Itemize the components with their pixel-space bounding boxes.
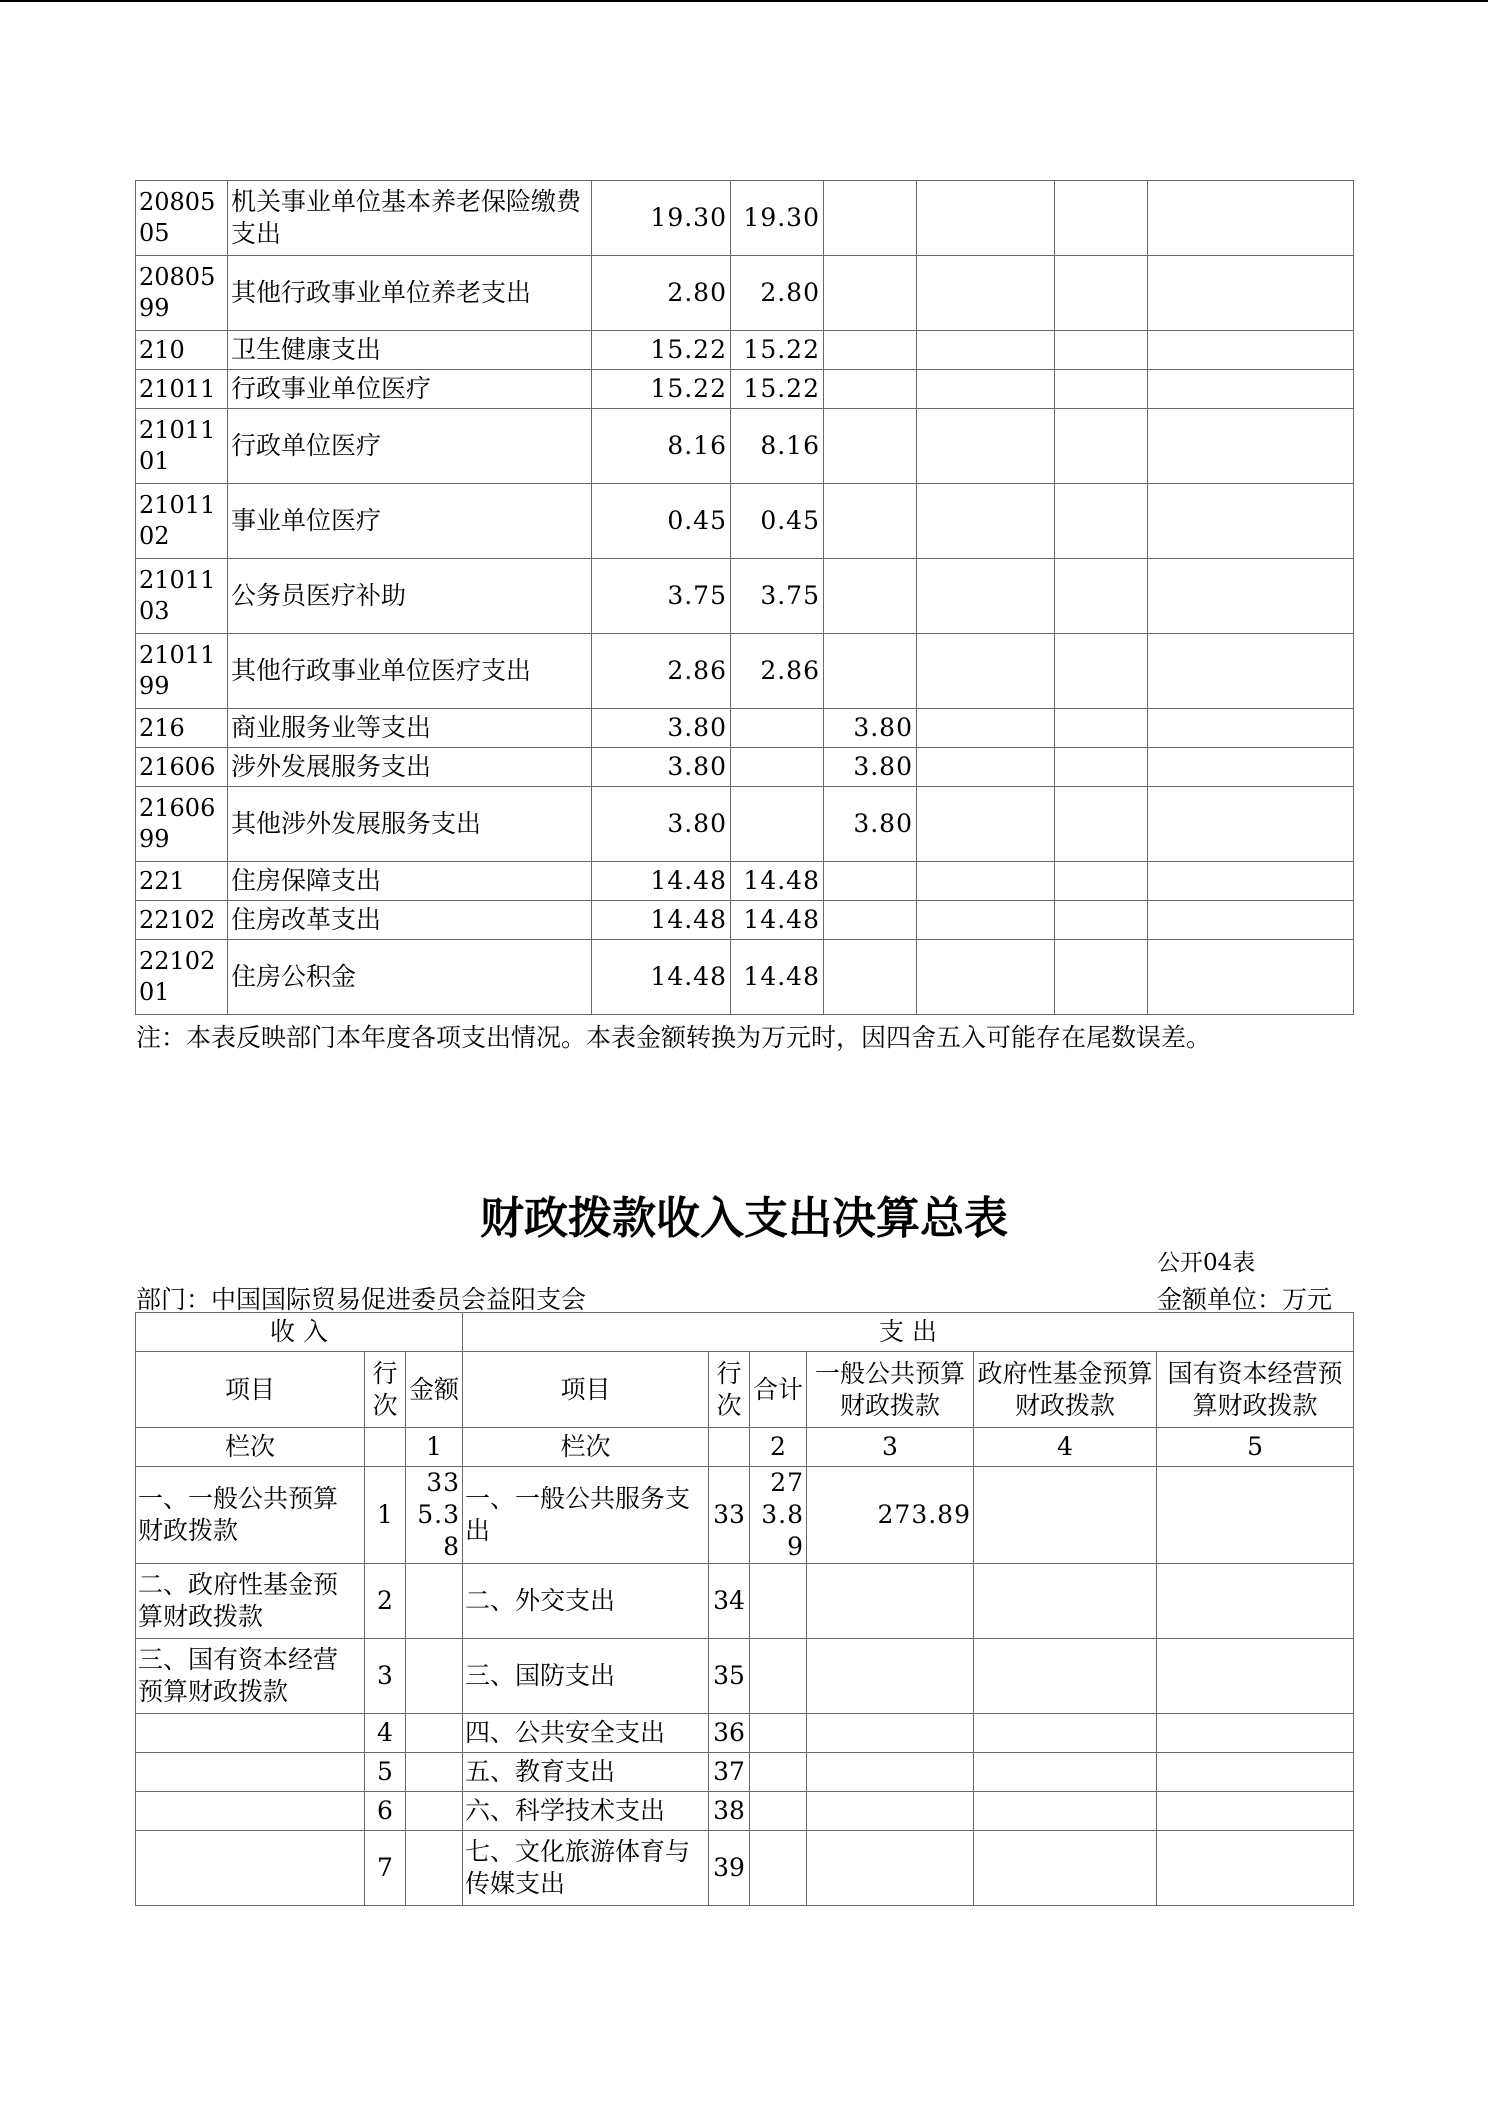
subject-name: 商业服务业等支出 — [228, 709, 592, 748]
empty-cell — [1148, 748, 1354, 787]
expense-item: 五、教育支出 — [463, 1753, 709, 1792]
table-row — [136, 181, 1354, 256]
total-amount: 273.89 — [750, 1467, 807, 1564]
empty-cell — [1148, 940, 1354, 1015]
gov-fund-amount — [974, 1639, 1157, 1714]
subject-code: 210 — [136, 331, 228, 370]
income-amount-header: 金额 — [406, 1352, 463, 1428]
total-amount: 2.80 — [592, 256, 731, 331]
basic-expense: 15.22 — [731, 370, 824, 409]
gov-fund-amount — [974, 1792, 1157, 1831]
table-row — [136, 709, 1354, 748]
subject-name: 机关事业单位基本养老保险缴费支出 — [228, 181, 592, 256]
total-amount: 14.48 — [592, 901, 731, 940]
income-line-no: 7 — [365, 1831, 406, 1906]
empty-cell — [917, 256, 1055, 331]
expense-item: 一、一般公共服务支出 — [463, 1467, 709, 1564]
subject-code: 22102 — [136, 901, 228, 940]
expense-line-no: 37 — [709, 1753, 750, 1792]
income-line-no: 6 — [365, 1792, 406, 1831]
subject-name: 行政单位医疗 — [228, 409, 592, 484]
state-capital-amount — [1157, 1639, 1354, 1714]
project-expense — [824, 901, 917, 940]
basic-expense: 15.22 — [731, 331, 824, 370]
expenditure-detail-table — [135, 180, 1354, 1015]
column-number-row — [136, 1428, 1354, 1467]
empty-cell — [1055, 256, 1148, 331]
expense-item: 三、国防支出 — [463, 1639, 709, 1714]
empty-cell — [1148, 634, 1354, 709]
subject-name: 住房保障支出 — [228, 862, 592, 901]
income-item: 三、国有资本经营预算财政拨款 — [136, 1639, 365, 1714]
empty-cell — [1148, 370, 1354, 409]
income-amount — [406, 1831, 463, 1906]
empty-cell — [1055, 787, 1148, 862]
empty-cell — [917, 940, 1055, 1015]
subject-code: 21606 — [136, 748, 228, 787]
income-item — [136, 1714, 365, 1753]
amount-unit-label: 金额单位：万元 — [1157, 1285, 1333, 1314]
empty-cell — [1055, 901, 1148, 940]
total-amount: 3.80 — [592, 709, 731, 748]
state-capital-amount — [1157, 1714, 1354, 1753]
empty-cell — [1148, 559, 1354, 634]
table-row — [136, 484, 1354, 559]
expense-item: 六、科学技术支出 — [463, 1792, 709, 1831]
basic-expense: 14.48 — [731, 940, 824, 1015]
column-number-5: 5 — [1157, 1428, 1354, 1467]
empty-cell — [917, 181, 1055, 256]
basic-expense: 2.80 — [731, 256, 824, 331]
subject-name: 其他行政事业单位养老支出 — [228, 256, 592, 331]
empty-cell — [1148, 181, 1354, 256]
empty-cell — [1055, 559, 1148, 634]
subject-name: 其他涉外发展服务支出 — [228, 787, 592, 862]
income-item-header: 项目 — [136, 1352, 365, 1428]
income-line-no: 5 — [365, 1753, 406, 1792]
gov-fund-amount — [974, 1564, 1157, 1639]
empty-cell — [1055, 181, 1148, 256]
empty-cell — [917, 787, 1055, 862]
subject-name: 住房改革支出 — [228, 901, 592, 940]
basic-expense: 2.86 — [731, 634, 824, 709]
project-expense: 3.80 — [824, 787, 917, 862]
project-expense — [824, 559, 917, 634]
income-amount: 335.38 — [406, 1467, 463, 1564]
expense-line-no: 33 — [709, 1467, 750, 1564]
table-row — [136, 331, 1354, 370]
table-row — [136, 1467, 1354, 1564]
column-blank — [365, 1428, 406, 1467]
table-row — [136, 370, 1354, 409]
state-capital-amount — [1157, 1467, 1354, 1564]
empty-cell — [1055, 634, 1148, 709]
table-row — [136, 1714, 1354, 1753]
state-capital-amount — [1157, 1753, 1354, 1792]
general-budget-amount — [807, 1753, 974, 1792]
state-capital-header: 国有资本经营预算财政拨款 — [1157, 1352, 1354, 1428]
subject-name: 公务员医疗补助 — [228, 559, 592, 634]
subject-name: 涉外发展服务支出 — [228, 748, 592, 787]
empty-cell — [1055, 709, 1148, 748]
basic-expense: 14.48 — [731, 901, 824, 940]
total-amount: 2.86 — [592, 634, 731, 709]
basic-expense: 3.75 — [731, 559, 824, 634]
empty-cell — [917, 748, 1055, 787]
expense-item-header: 项目 — [463, 1352, 709, 1428]
subject-code: 2160699 — [136, 787, 228, 862]
subject-name: 行政事业单位医疗 — [228, 370, 592, 409]
basic-expense: 0.45 — [731, 484, 824, 559]
empty-cell — [1148, 409, 1354, 484]
section-header-row — [136, 1313, 1354, 1352]
table-row — [136, 1753, 1354, 1792]
empty-cell — [917, 901, 1055, 940]
empty-cell — [1148, 484, 1354, 559]
empty-cell — [917, 559, 1055, 634]
gov-fund-amount — [974, 1714, 1157, 1753]
total-amount — [750, 1792, 807, 1831]
project-expense — [824, 484, 917, 559]
subject-code: 2080505 — [136, 181, 228, 256]
project-expense: 3.80 — [824, 709, 917, 748]
column-number-4: 4 — [974, 1428, 1157, 1467]
basic-expense — [731, 787, 824, 862]
basic-expense: 8.16 — [731, 409, 824, 484]
subject-code: 2210201 — [136, 940, 228, 1015]
project-expense: 3.80 — [824, 748, 917, 787]
empty-cell — [917, 634, 1055, 709]
total-amount — [750, 1831, 807, 1906]
income-amount — [406, 1792, 463, 1831]
subject-code: 2101103 — [136, 559, 228, 634]
project-expense — [824, 181, 917, 256]
empty-cell — [917, 409, 1055, 484]
expense-item: 二、外交支出 — [463, 1564, 709, 1639]
total-amount: 19.30 — [592, 181, 731, 256]
total-amount: 15.22 — [592, 331, 731, 370]
expense-line-no: 36 — [709, 1714, 750, 1753]
page-title: 财政拨款收入支出决算总表 — [480, 1193, 1008, 1244]
income-line-no: 2 — [365, 1564, 406, 1639]
income-section-header: 收 入 — [136, 1313, 463, 1352]
page-top-border — [0, 0, 1488, 2]
income-amount — [406, 1714, 463, 1753]
empty-cell — [917, 709, 1055, 748]
empty-cell — [1148, 709, 1354, 748]
department-label: 部门：中国国际贸易促进委员会益阳支会 — [136, 1285, 587, 1314]
empty-cell — [1055, 862, 1148, 901]
income-line-no: 4 — [365, 1714, 406, 1753]
basic-expense — [731, 748, 824, 787]
empty-cell — [1055, 484, 1148, 559]
empty-cell — [1055, 748, 1148, 787]
total-amount — [750, 1639, 807, 1714]
project-expense — [824, 940, 917, 1015]
project-expense — [824, 862, 917, 901]
column-header-row — [136, 1352, 1354, 1428]
empty-cell — [1055, 331, 1148, 370]
table-row — [136, 940, 1354, 1015]
subject-code: 221 — [136, 862, 228, 901]
total-header: 合计 — [750, 1352, 807, 1428]
general-budget-amount — [807, 1831, 974, 1906]
form-number: 公开04表 — [1157, 1250, 1256, 1276]
income-line-header: 行次 — [365, 1352, 406, 1428]
income-item: 一、一般公共预算财政拨款 — [136, 1467, 365, 1564]
column-label: 栏次 — [136, 1428, 365, 1467]
empty-cell — [1055, 370, 1148, 409]
income-item: 二、政府性基金预算财政拨款 — [136, 1564, 365, 1639]
empty-cell — [1148, 862, 1354, 901]
income-item — [136, 1792, 365, 1831]
empty-cell — [1148, 256, 1354, 331]
subject-code: 21011 — [136, 370, 228, 409]
empty-cell — [1148, 331, 1354, 370]
column-number-2: 2 — [750, 1428, 807, 1467]
income-amount — [406, 1639, 463, 1714]
expense-line-no: 34 — [709, 1564, 750, 1639]
table-row — [136, 409, 1354, 484]
general-budget-amount — [807, 1564, 974, 1639]
general-budget-amount — [807, 1639, 974, 1714]
general-budget-amount — [807, 1714, 974, 1753]
total-amount — [750, 1564, 807, 1639]
empty-cell — [1055, 409, 1148, 484]
project-expense — [824, 331, 917, 370]
state-capital-amount — [1157, 1792, 1354, 1831]
column-number-1: 1 — [406, 1428, 463, 1467]
expense-line-header: 行次 — [709, 1352, 750, 1428]
total-amount: 3.80 — [592, 748, 731, 787]
gov-fund-amount — [974, 1467, 1157, 1564]
total-amount: 14.48 — [592, 862, 731, 901]
table-row — [136, 787, 1354, 862]
subject-code: 2101101 — [136, 409, 228, 484]
project-expense — [824, 370, 917, 409]
general-budget-amount — [807, 1792, 974, 1831]
table-row — [136, 901, 1354, 940]
column-blank — [709, 1428, 750, 1467]
expense-item: 四、公共安全支出 — [463, 1714, 709, 1753]
column-number-3: 3 — [807, 1428, 974, 1467]
income-line-no: 3 — [365, 1639, 406, 1714]
expense-line-no: 38 — [709, 1792, 750, 1831]
subject-code: 216 — [136, 709, 228, 748]
table-row — [136, 634, 1354, 709]
table-row — [136, 256, 1354, 331]
income-item — [136, 1831, 365, 1906]
subject-code: 2101102 — [136, 484, 228, 559]
empty-cell — [1148, 901, 1354, 940]
empty-cell — [917, 370, 1055, 409]
gov-fund-amount — [974, 1753, 1157, 1792]
total-amount — [750, 1714, 807, 1753]
basic-expense: 19.30 — [731, 181, 824, 256]
expense-line-no: 35 — [709, 1639, 750, 1714]
basic-expense: 14.48 — [731, 862, 824, 901]
empty-cell — [917, 331, 1055, 370]
total-amount: 8.16 — [592, 409, 731, 484]
expense-section-header: 支 出 — [463, 1313, 1354, 1352]
table-row — [136, 862, 1354, 901]
state-capital-amount — [1157, 1831, 1354, 1906]
gov-fund-header: 政府性基金预算财政拨款 — [974, 1352, 1157, 1428]
table-row — [136, 1831, 1354, 1906]
empty-cell — [917, 484, 1055, 559]
basic-expense — [731, 709, 824, 748]
fiscal-summary-table — [135, 1312, 1354, 1906]
project-expense — [824, 634, 917, 709]
expense-line-no: 39 — [709, 1831, 750, 1906]
project-expense — [824, 256, 917, 331]
income-item — [136, 1753, 365, 1792]
table-row — [136, 1639, 1354, 1714]
expense-column-label: 栏次 — [463, 1428, 709, 1467]
subject-code: 2101199 — [136, 634, 228, 709]
general-budget-amount: 273.89 — [807, 1467, 974, 1564]
subject-code: 2080599 — [136, 256, 228, 331]
total-amount: 15.22 — [592, 370, 731, 409]
total-amount: 3.75 — [592, 559, 731, 634]
total-amount: 14.48 — [592, 940, 731, 1015]
general-budget-header: 一般公共预算财政拨款 — [807, 1352, 974, 1428]
state-capital-amount — [1157, 1564, 1354, 1639]
subject-name: 住房公积金 — [228, 940, 592, 1015]
subject-name: 其他行政事业单位医疗支出 — [228, 634, 592, 709]
table-row — [136, 559, 1354, 634]
gov-fund-amount — [974, 1831, 1157, 1906]
total-amount: 3.80 — [592, 787, 731, 862]
empty-cell — [1148, 787, 1354, 862]
income-amount — [406, 1564, 463, 1639]
table-row — [136, 748, 1354, 787]
empty-cell — [1055, 940, 1148, 1015]
total-amount — [750, 1753, 807, 1792]
table-note: 注：本表反映部门本年度各项支出情况。本表金额转换为万元时，因四舍五入可能存在尾数误差。 — [136, 1023, 1212, 1052]
empty-cell — [917, 862, 1055, 901]
expense-item: 七、文化旅游体育与传媒支出 — [463, 1831, 709, 1906]
subject-name: 卫生健康支出 — [228, 331, 592, 370]
table-row — [136, 1564, 1354, 1639]
subject-name: 事业单位医疗 — [228, 484, 592, 559]
total-amount: 0.45 — [592, 484, 731, 559]
table-row — [136, 1792, 1354, 1831]
project-expense — [824, 409, 917, 484]
income-line-no: 1 — [365, 1467, 406, 1564]
income-amount — [406, 1753, 463, 1792]
